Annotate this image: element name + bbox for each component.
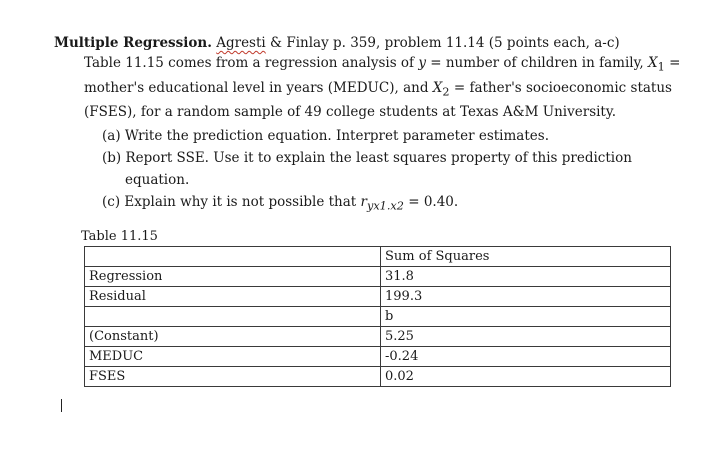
regression-table xyxy=(84,246,671,387)
citation-rest: & Finlay p. 359, problem 11.14 (5 points each, a-c) xyxy=(265,35,620,51)
table-row xyxy=(85,367,671,387)
problem-heading xyxy=(54,33,694,53)
table-row xyxy=(85,347,671,367)
question-parts xyxy=(102,125,642,218)
table-row xyxy=(85,307,671,327)
text-cursor[interactable] xyxy=(61,399,62,412)
part-b-line-1: (b) Report SSE. Use it to explain the least squares property of this prediction xyxy=(102,150,632,166)
table-cell: -0.24 xyxy=(381,347,671,367)
var-x2: X xyxy=(432,79,443,96)
body-line-2: mother's educational level in years (MEDUC), and $X_2$ = father's socioeconomic status xyxy=(84,79,672,99)
problem-body xyxy=(84,53,681,122)
part-c: (c) Explain why it is not possible that $r_{yx1.x2} = 0.40$. xyxy=(102,194,459,213)
table-cell: 31.8 xyxy=(381,267,671,287)
table-cell: Sum of Squares xyxy=(381,247,671,267)
table-cell: MEDUC xyxy=(85,347,381,367)
var-x2-sub: 2 xyxy=(442,85,450,99)
body-line-1: Table 11.15 comes from a regression analysis of y = number of children in family, $X_1$ = xyxy=(84,55,681,74)
table-cell: 5.25 xyxy=(381,327,671,347)
table-cell xyxy=(85,307,381,327)
table-row xyxy=(85,247,671,267)
table-cell: Residual xyxy=(85,287,381,307)
table-caption: Table 11.15 xyxy=(81,229,158,244)
table-row xyxy=(85,267,671,287)
table-cell: Regression xyxy=(85,267,381,287)
citation-author: Agresti xyxy=(216,35,266,51)
partial-correlation-r: r xyxy=(360,194,367,210)
part-b-line-2: equation. xyxy=(125,172,190,188)
table-cell xyxy=(85,247,381,267)
table-cell: 199.3 xyxy=(381,287,671,307)
table-row xyxy=(85,287,671,307)
var-x1: X xyxy=(648,55,658,71)
problem-title: Multiple Regression. xyxy=(54,35,212,51)
table-cell: 0.02 xyxy=(381,367,671,387)
table-cell: (Constant) xyxy=(85,327,381,347)
body-line-3: (FSES), for a random sample of 49 college students at Texas A&M University. xyxy=(84,104,616,121)
table-cell: FSES xyxy=(85,367,381,387)
part-a: (a) Write the prediction equation. Interpret parameter estimates. xyxy=(102,128,549,144)
problem-statement xyxy=(54,33,694,122)
partial-correlation-subscript: yx1.x2 xyxy=(366,199,404,213)
var-x1-sub: 1 xyxy=(657,60,665,74)
table-row xyxy=(85,327,671,347)
var-y: y xyxy=(418,55,426,71)
table-cell: b xyxy=(381,307,671,327)
